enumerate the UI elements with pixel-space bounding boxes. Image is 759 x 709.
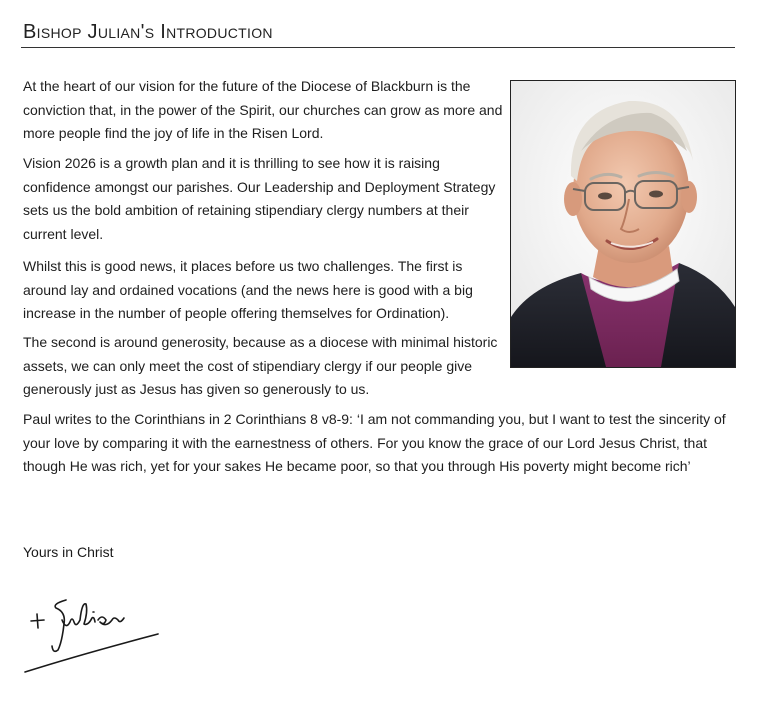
bishop-portrait-photo	[510, 80, 736, 368]
heading-rule	[21, 47, 735, 48]
page-heading: Bishop Julian's Introduction	[23, 21, 273, 43]
paragraph-challenges: Whilst this is good news, it places before us two challenges. The first is around lay and ordained vocations (and the news here is good with a big increase in the number of people offering themselves for Ordination).	[23, 258, 473, 321]
paragraph-vision: At the heart of our vision for the future of the Diocese of Blackburn is the conviction that, in the power of the Spirit, our churches can grow as more and more people find the joy of life in the Risen Lord.	[23, 78, 503, 141]
closing-salutation: Yours in Christ	[23, 544, 114, 560]
paragraph-generosity: The second is around generosity, because as a diocese with minimal historic assets, we can only meet the cost of stipendiary clergy if our people give generously just as Jesus has given so generously to us.	[23, 334, 498, 397]
handwritten-signature	[22, 590, 162, 676]
paragraph-corinthians-quote: Paul writes to the Corinthians in 2 Corinthians 8 v8-9: ‘I am not commanding you, but I want to test the sincerity of your love by comparing it with the earnestness of others. For you know the grace of our Lord Jesus Christ, that though He was rich, yet for your sakes He became poor, so that you through His poverty might become rich’	[23, 411, 726, 474]
paragraph-growth-plan: Vision 2026 is a growth plan and it is thrilling to see how it is raising confidence amongst our parishes. Our Leadership and Deployment Strategy sets us the bold ambition of retaining stipendiary clergy numbers at their current level.	[23, 155, 496, 242]
